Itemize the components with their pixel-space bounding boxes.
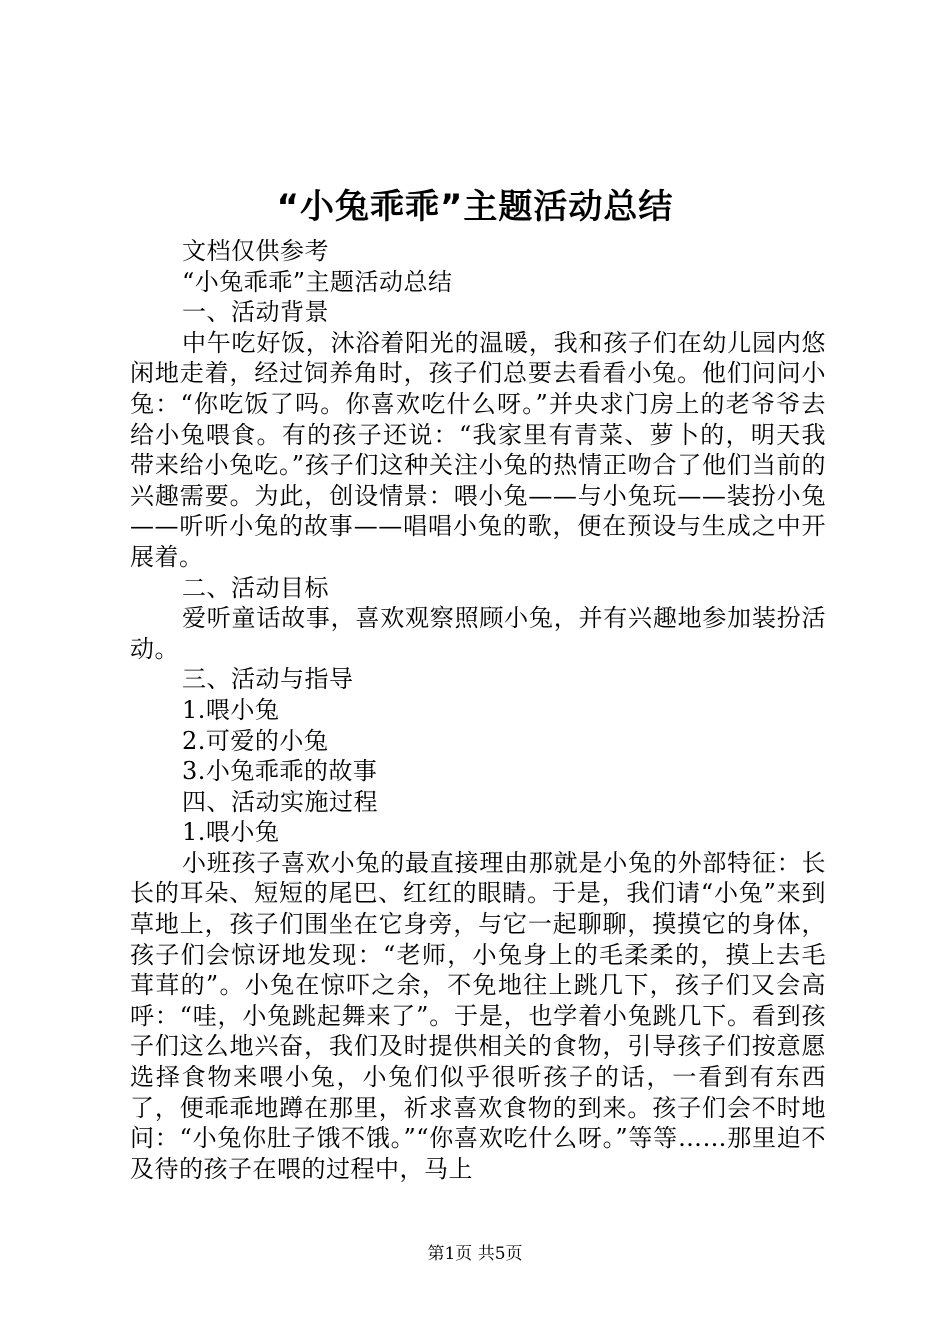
goals-paragraph: 爱听童话故事，喜欢观察照顾小兔，并有兴趣地参加装扮活动。: [130, 604, 826, 663]
document-body: [130, 236, 826, 1184]
subtitle: “小兔乖乖”主题活动总结: [182, 267, 453, 296]
activity-item-2: 2.可爱的小兔: [182, 726, 329, 755]
section-heading-goals: 二、活动目标: [182, 573, 329, 602]
process-subheading-1: 1.喂小兔: [182, 818, 280, 847]
page-number-footer: 第1页 共5页: [427, 1244, 523, 1264]
reference-note: 文档仅供参考: [182, 237, 329, 265]
section-heading-activities: 三、活动与指导: [182, 665, 354, 694]
activity-item-1: 1.喂小兔: [182, 695, 280, 724]
document-title: “小兔乖乖”主题活动总结: [276, 187, 674, 227]
activity-item-3: 3.小兔乖乖的故事: [182, 757, 378, 786]
process-paragraph: 小班孩子喜欢小兔的最直接理由那就是小兔的外部特征：长长的耳朵、短短的尾巴、红红的眼睛。于是，我们请“小兔”来到草地上，孩子们围坐在它身旁，与它一起聊聊，摸摸它的身体，孩子们会惊讶地发现：“老师，小兔身上的毛柔柔的，摸上去毛茸茸的”。小兔在惊吓之余，不免地往上跳几下，孩子们又会高呼：“哇，小兔跳起舞来了”。于是，也学着小兔跳几下。看到孩子们这么地兴奋，我们及时提供相关的食物，引导孩子们按意愿选择食物来喂小兔，小兔们似乎很听孩子的话，一看到有东西了，便乖乖地蹲在那里，祈求喜欢食物的到来。孩子们会不时地问：“小兔你肚子饿不饿。”“你喜欢吃什么呀。”等等……那里迫不及待的孩子在喂的过程中，马上: [130, 848, 826, 1183]
background-paragraph: 中午吃好饭，沐浴着阳光的温暖，我和孩子们在幼儿园内悠闲地走着，经过饲养角时，孩子们总要去看看小兔。他们问问小兔：“你吃饭了吗。你喜欢吃什么呀。”并央求门房上的老爷爷去给小兔喂食。有的孩子还说：“我家里有青菜、萝卜的，明天我带来给小兔吃。”孩子们这种关注小兔的热情正吻合了他们当前的兴趣需要。为此，创设情景：喂小兔——与小兔玩——装扮小兔——听听小兔的故事——唱唱小兔的歌，便在预设与生成之中开展着。: [130, 328, 826, 571]
section-heading-background: 一、活动背景: [182, 298, 329, 327]
section-heading-process: 四、活动实施过程: [182, 787, 378, 816]
